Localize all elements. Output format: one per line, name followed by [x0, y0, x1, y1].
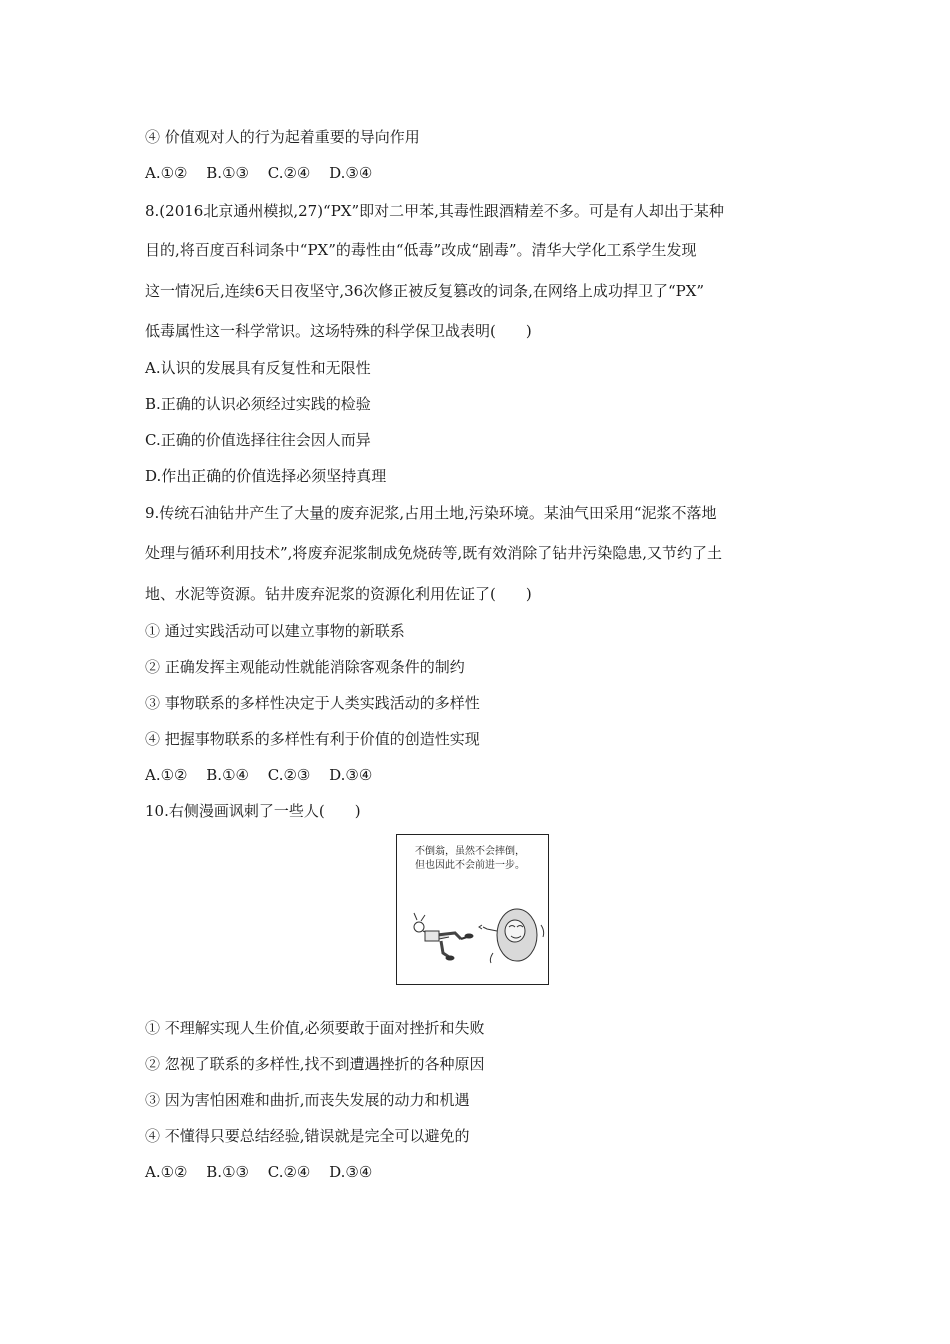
q7-option-a: A.①②	[145, 164, 188, 182]
q8-choice-c: C.正确的价值选择往往会因人而异	[145, 431, 371, 449]
q9-statement-2: ② 正确发挥主观能动性就能消除客观条件的制约	[145, 658, 465, 676]
q8-choice-b: B.正确的认识必须经过实践的检验	[145, 395, 371, 413]
q10-option-d: D.③④	[329, 1163, 373, 1181]
falling-man-figure	[414, 913, 473, 960]
q8-choice-a: A.认识的发展具有反复性和无限性	[145, 359, 371, 377]
q9-options	[145, 765, 386, 785]
q9-statement-3: ③ 事物联系的多样性决定于人类实践活动的多样性	[145, 694, 480, 712]
q7-statement-4: ④ 价值观对人的行为起着重要的导向作用	[145, 128, 420, 146]
q7-option-d: D.③④	[329, 164, 373, 182]
q8-stem-line-1: 8.(2016北京通州模拟,27)“PX”即对二甲苯,其毒性跟酒精差不多。可是有人却出于某种	[145, 202, 724, 220]
q8-stem-line-3: 这一情况后,连续6天日夜坚守,36次修正被反复篡改的词条,在网络上成功捍卫了“PX”	[145, 282, 705, 300]
q9-option-b: B.①④	[206, 766, 249, 784]
cartoon-caption-line-1: 不倒翁，虽然不会摔倒，	[415, 846, 525, 857]
q9-stem-line-1: 9.传统石油钻井产生了大量的废弃泥浆,占用土地,污染环境。某油气田采用“泥浆不落地	[145, 504, 717, 522]
q7-option-c: C.②④	[267, 164, 311, 182]
q7-option-b: B.①③	[206, 164, 249, 182]
q9-stem-line-3: 地、水泥等资源。钻井废弃泥浆的资源化利用佐证了( )	[145, 585, 532, 603]
q10-option-c: C.②④	[267, 1163, 311, 1181]
q10-option-a: A.①②	[145, 1163, 188, 1181]
q9-option-d: D.③④	[329, 766, 373, 784]
q10-stem: 10.右侧漫画讽刺了一些人( )	[145, 802, 361, 820]
q9-statement-1: ① 通过实践活动可以建立事物的新联系	[145, 622, 405, 640]
q9-stem-line-2: 处理与循环利用技术”,将废弃泥浆制成免烧砖等,既有效消除了钻井污染隐患,又节约了土	[145, 544, 722, 562]
q10-statement-4: ④ 不懂得只要总结经验,错误就是完全可以避免的	[145, 1127, 470, 1145]
cartoon-caption-line-2: 但也因此不会前进一步。	[415, 860, 525, 871]
q8-choice-d: D.作出正确的价值选择必须坚持真理	[145, 467, 387, 485]
q7-options	[145, 163, 386, 183]
q8-stem-line-4: 低毒属性这一科学常识。这场特殊的科学保卫战表明( )	[145, 322, 532, 340]
cartoon-image	[396, 834, 549, 985]
q8-stem-line-2: 目的,将百度百科词条中“PX”的毒性由“低毒”改成“剧毒”。清华大学化工系学生发现	[145, 241, 697, 259]
tumbler-doll-figure	[479, 909, 544, 963]
q9-statement-4: ④ 把握事物联系的多样性有利于价值的创造性实现	[145, 730, 480, 748]
q9-option-a: A.①②	[145, 766, 188, 784]
q10-statement-3: ③ 因为害怕困难和曲折,而丧失发展的动力和机遇	[145, 1091, 470, 1109]
q9-option-c: C.②③	[267, 766, 311, 784]
cartoon-drawing	[397, 835, 548, 984]
q10-statement-2: ② 忽视了联系的多样性,找不到遭遇挫折的各种原因	[145, 1055, 485, 1073]
q10-option-b: B.①③	[206, 1163, 249, 1181]
q10-options	[145, 1162, 386, 1182]
q10-statement-1: ① 不理解实现人生价值,必须要敢于面对挫折和失败	[145, 1019, 485, 1037]
